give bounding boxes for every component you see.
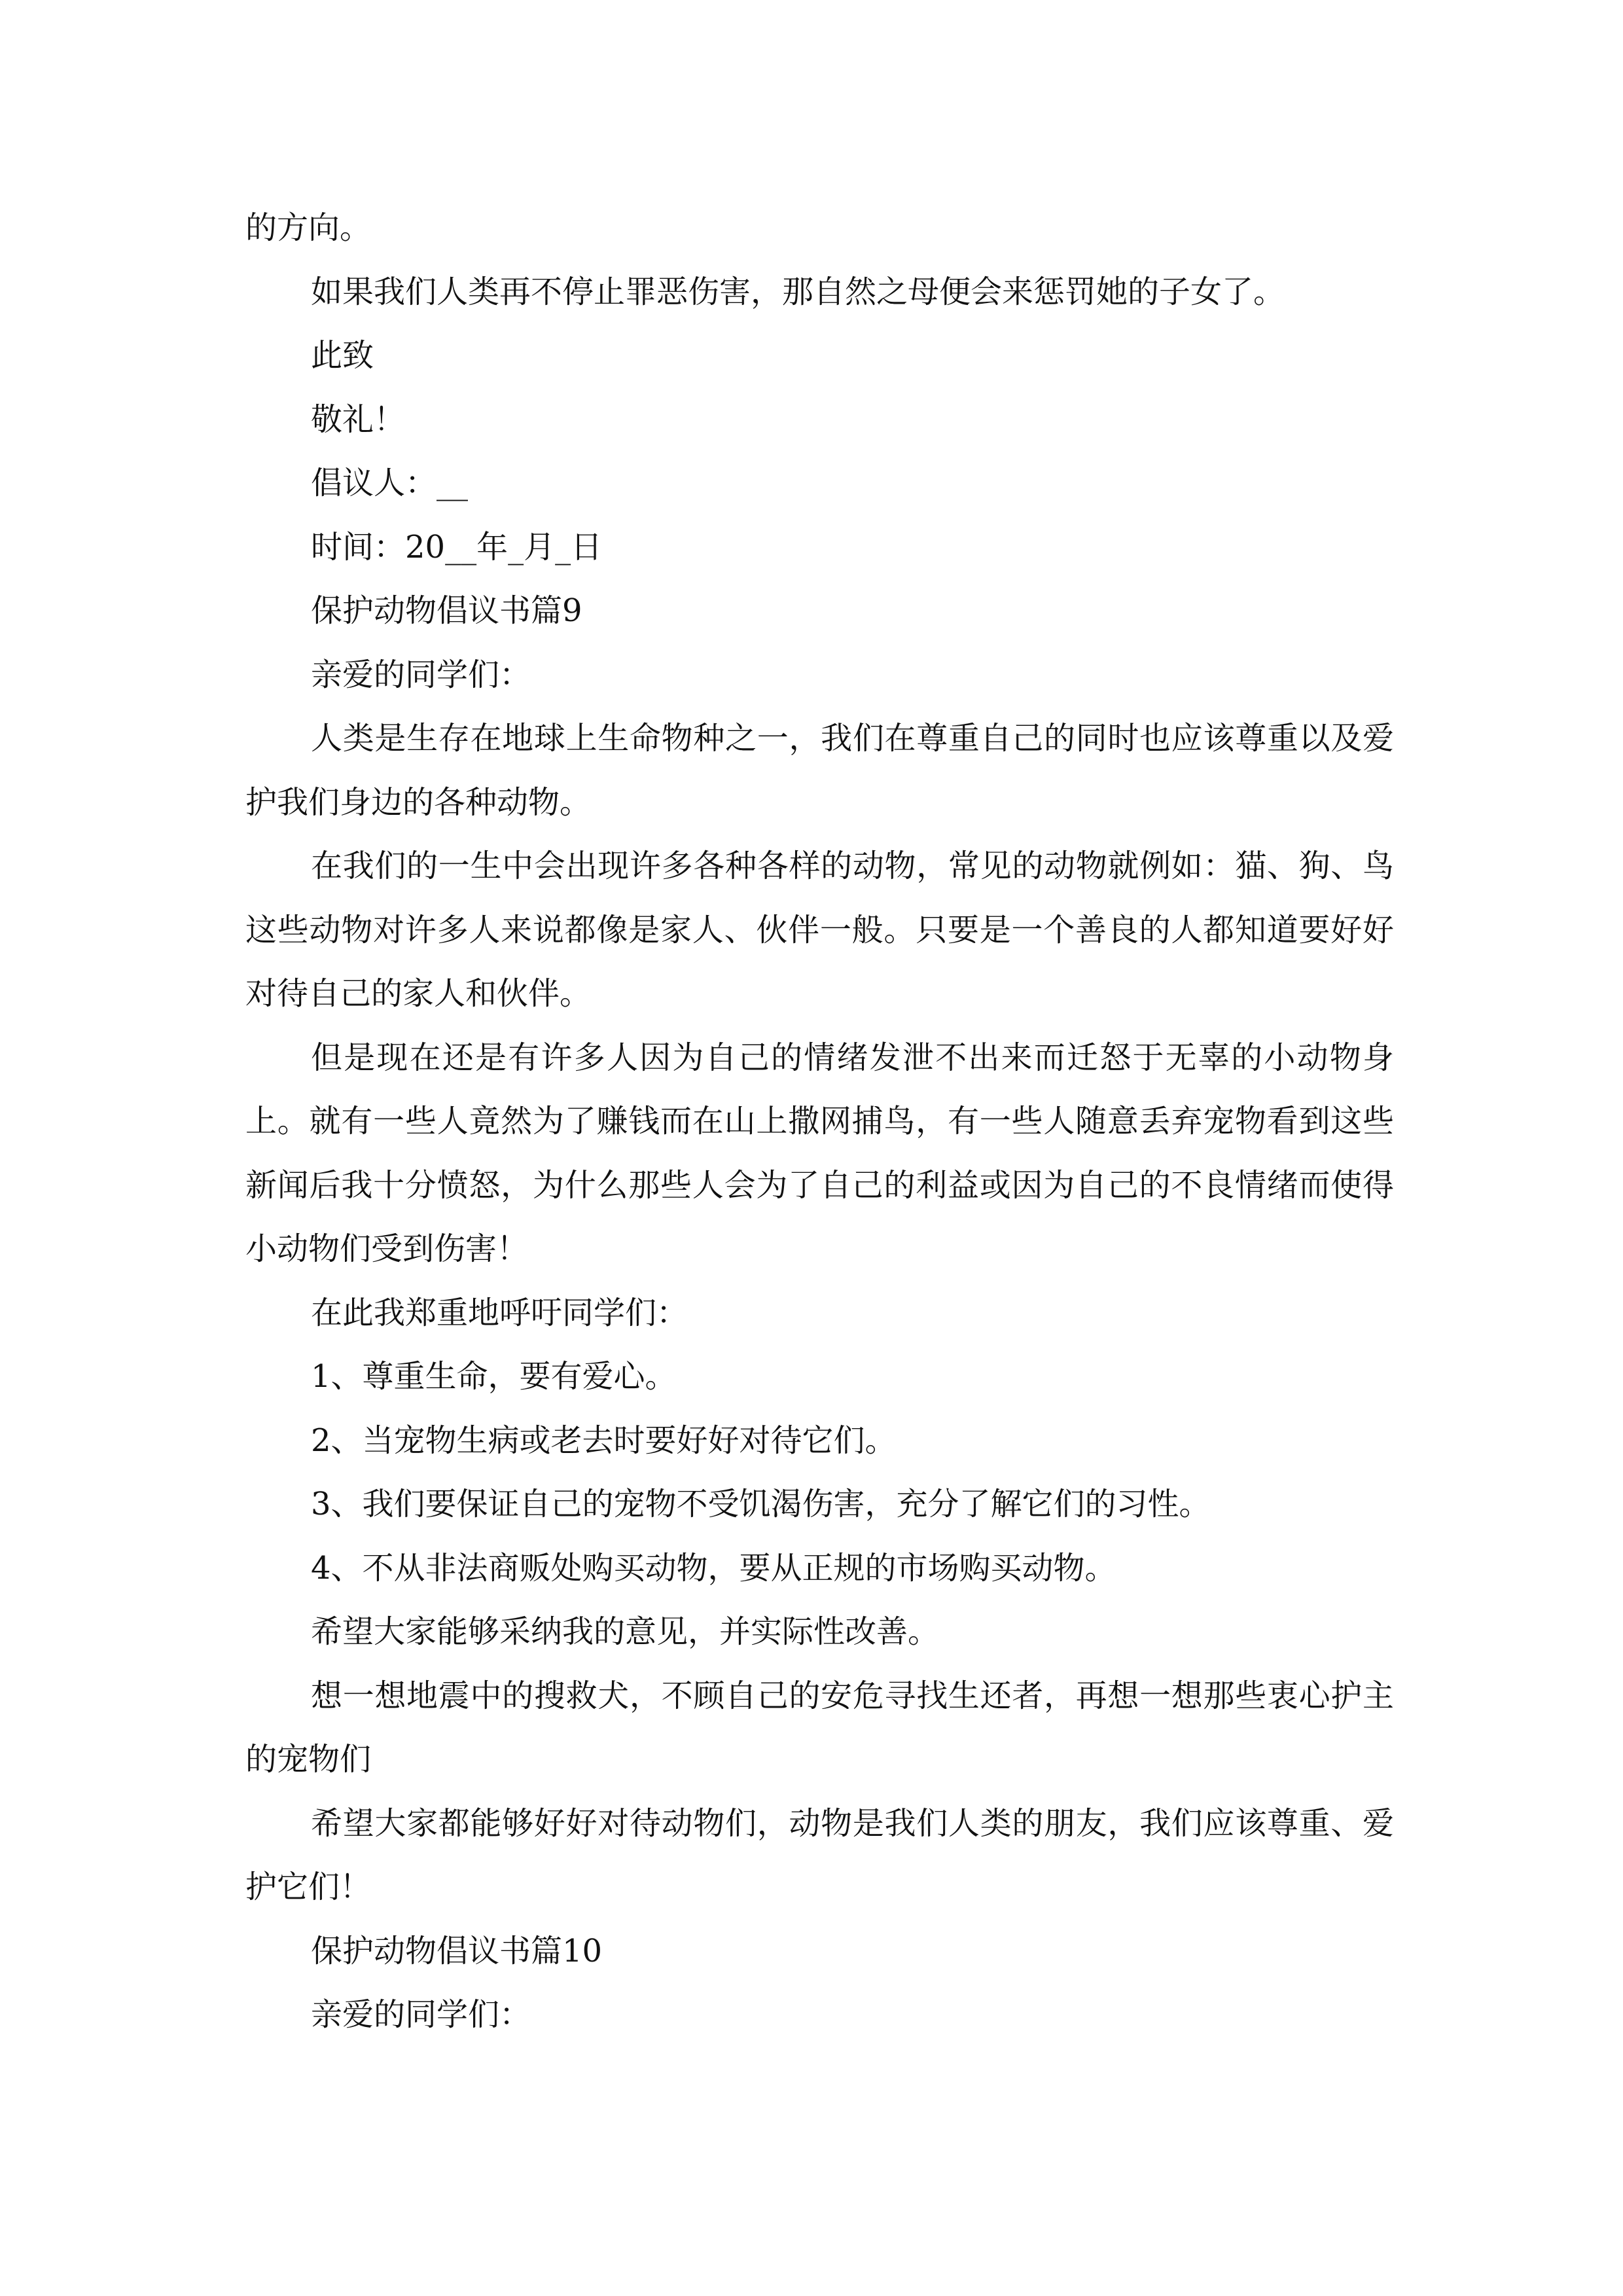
section-heading-10: 保护动物倡议书篇10 xyxy=(311,1932,603,1969)
paragraph-hope: 希望大家能够采纳我的意见，并实际性改善。 xyxy=(311,1613,940,1650)
greeting-9: 亲爱的同学们： xyxy=(311,656,531,693)
list-item-2: 2、当宠物生病或老去时要好好对待它们。 xyxy=(311,1422,897,1459)
paragraph-cruelty: 但是现在还是有许多人因为自己的情绪发泄不出来而迁怒于无辜的小动物身上。就有一些人竟然为了赚钱而在山上撒网捕鸟，有一些人随意丢弃宠物看到这些新闻后我十分愤怒，为什么那些人会为了自己的利益或因为自己的不良情绪而使得小动物们受到伤害！ xyxy=(245,1039,1394,1267)
paragraph-appeal: 在此我郑重地呼吁同学们： xyxy=(311,1294,688,1331)
list-item-4: 4、不从非法商贩处购买动物，要从正规的市场购买动物。 xyxy=(311,1549,1116,1587)
paragraph-continuation: 的方向。 xyxy=(245,209,372,246)
document-body xyxy=(245,196,1394,2047)
closing-salutation: 此致 xyxy=(311,337,374,374)
signatory-line: 倡议人：__ xyxy=(311,465,469,501)
paragraph-respect-life: 人类是生存在地球上生命物种之一，我们在尊重自己的同时也应该尊重以及爱护我们身边的各种动物。 xyxy=(245,720,1394,821)
date-line: 时间：20__年_月_日 xyxy=(311,528,603,565)
list-item-1: 1、尊重生命，要有爱心。 xyxy=(311,1358,677,1395)
closing-respect: 敬礼！ xyxy=(311,401,406,438)
greeting-10: 亲爱的同学们： xyxy=(311,1996,531,2033)
list-item-3: 3、我们要保证自己的宠物不受饥渴伤害，充分了解它们的习性。 xyxy=(311,1486,1211,1522)
paragraph-warning: 如果我们人类再不停止罪恶伤害，那自然之母便会来惩罚她的子女了。 xyxy=(311,273,1285,310)
paragraph-rescue-dogs: 想一想地震中的搜救犬，不顾自己的安危寻找生还者，再想一想那些衷心护主的宠物们 xyxy=(245,1677,1394,1778)
section-heading-9: 保护动物倡议书篇9 xyxy=(311,592,582,629)
paragraph-friends: 希望大家都能够好好对待动物们，动物是我们人类的朋友，我们应该尊重、爱护它们！ xyxy=(245,1804,1394,1905)
paragraph-common-animals: 在我们的一生中会出现许多各种各样的动物，常见的动物就例如：猫、狗、鸟这些动物对许多人来说都像是家人、伙伴一般。只要是一个善良的人都知道要好好对待自己的家人和伙伴。 xyxy=(245,848,1394,1012)
